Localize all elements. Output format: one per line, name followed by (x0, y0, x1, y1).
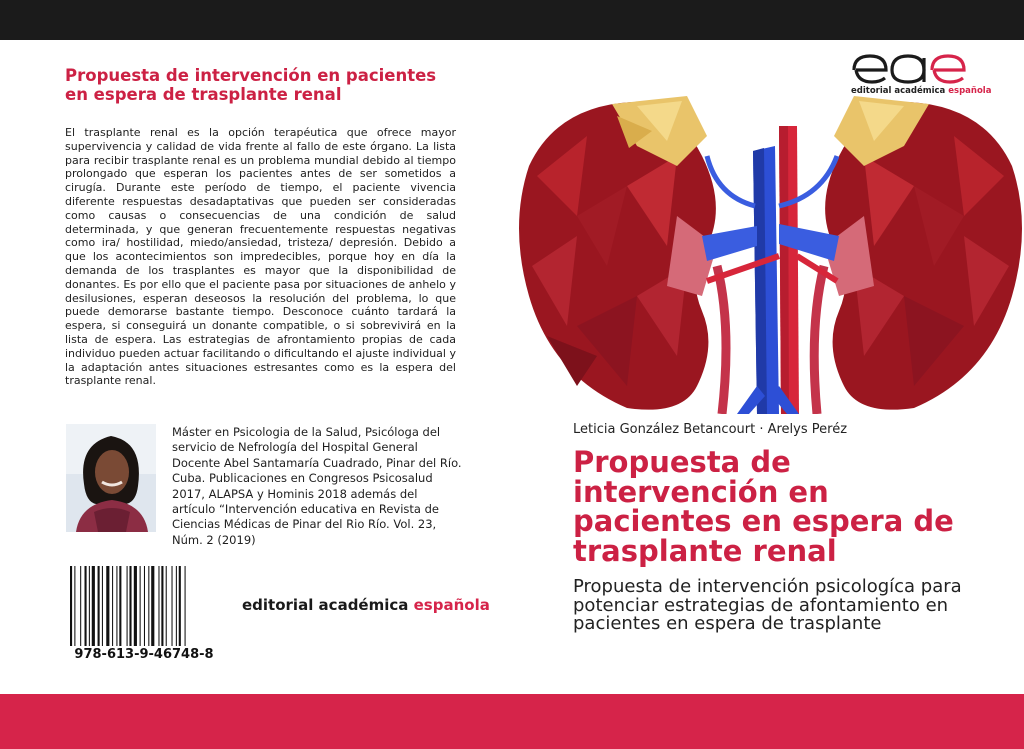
top-band (0, 0, 1024, 40)
back-cover-title: Propuesta de intervención en pacientes en espera de trasplante renal (65, 66, 437, 104)
back-imprint (242, 596, 490, 614)
back-cover-blurb: El trasplante renal es la opción terapéutica que ofrece mayor supervivencia y calidad de vida frente al fallo de este órgano. La lista para recibir trasplante renal es un problema mundial debido al tiempo prolongado que esperan los pacientes antes de ser sometidos a cirugía. Durante este período de tiempo, el paciente vivencia diferente respuestas desadaptativas que pueden ser consideradas como causas o consecuencias de una condición de salud determinada, y que generan frecuentemente respuestas negativas como ira/ hostilidad, miedo/ansiedad, tristeza/ depresión. Debido a que los acontecimientos son impredecibles, porque hoy en día la demanda de los trasplantes es mayor que la disponibilidad de donantes. Es por ello que el paciente pasa por situaciones de anhelo y desilusiones, esperan deseosos la resolución del problema, lo que puede demorarse bastante tiempo. Desconoce cuánto tardará la espera, si conseguirá un donante compatible, o si sobrevivirá en la lista de espera. Las estrategias de afrontamiento propias de cada individuo pueden actuar facilitando o dificultando el ajuste individual y la adaptación antes situaciones estresantes como es la espera del trasplante renal. (65, 126, 456, 388)
barcode-icon (70, 566, 215, 646)
back-imprint-main: editorial académica (242, 596, 409, 614)
author-photo (66, 424, 156, 532)
front-cover-subtitle: Propuesta de intervención psicologíca para potenciar estrategias de afontamiento en pacientes en espera de trasplante (573, 576, 962, 635)
bottom-band (0, 694, 1024, 749)
logo-caption-main: editorial académica (851, 86, 946, 96)
logo-caption (851, 86, 991, 96)
front-cover-title: Propuesta de intervención en pacientes en espera de trasplante renal (573, 445, 954, 568)
authors-line: Leticia González Betancourt · Arelys Peréz (573, 422, 848, 437)
author-bio: Máster en Psicologia de la Salud, Psicóloga del servicio de Nefrología del Hospital General Docente Abel Santamaría Cuadrado, Pinar del Río. Cuba. Publicaciones en Congresos Psicosalud 2017, ALAPSA y Hominis 2018 además del artículo “Intervención educativa en Revista de Ciencias Médicas de Pinar del Rio Río. Vol. 23, Núm. 2 (2019) (172, 425, 462, 547)
logo-caption-accent: española (948, 86, 992, 96)
back-imprint-accent: española (413, 596, 490, 614)
isbn-number: 978-613-9-46748-8 (74, 647, 214, 662)
kidney-illustration (517, 96, 1024, 414)
